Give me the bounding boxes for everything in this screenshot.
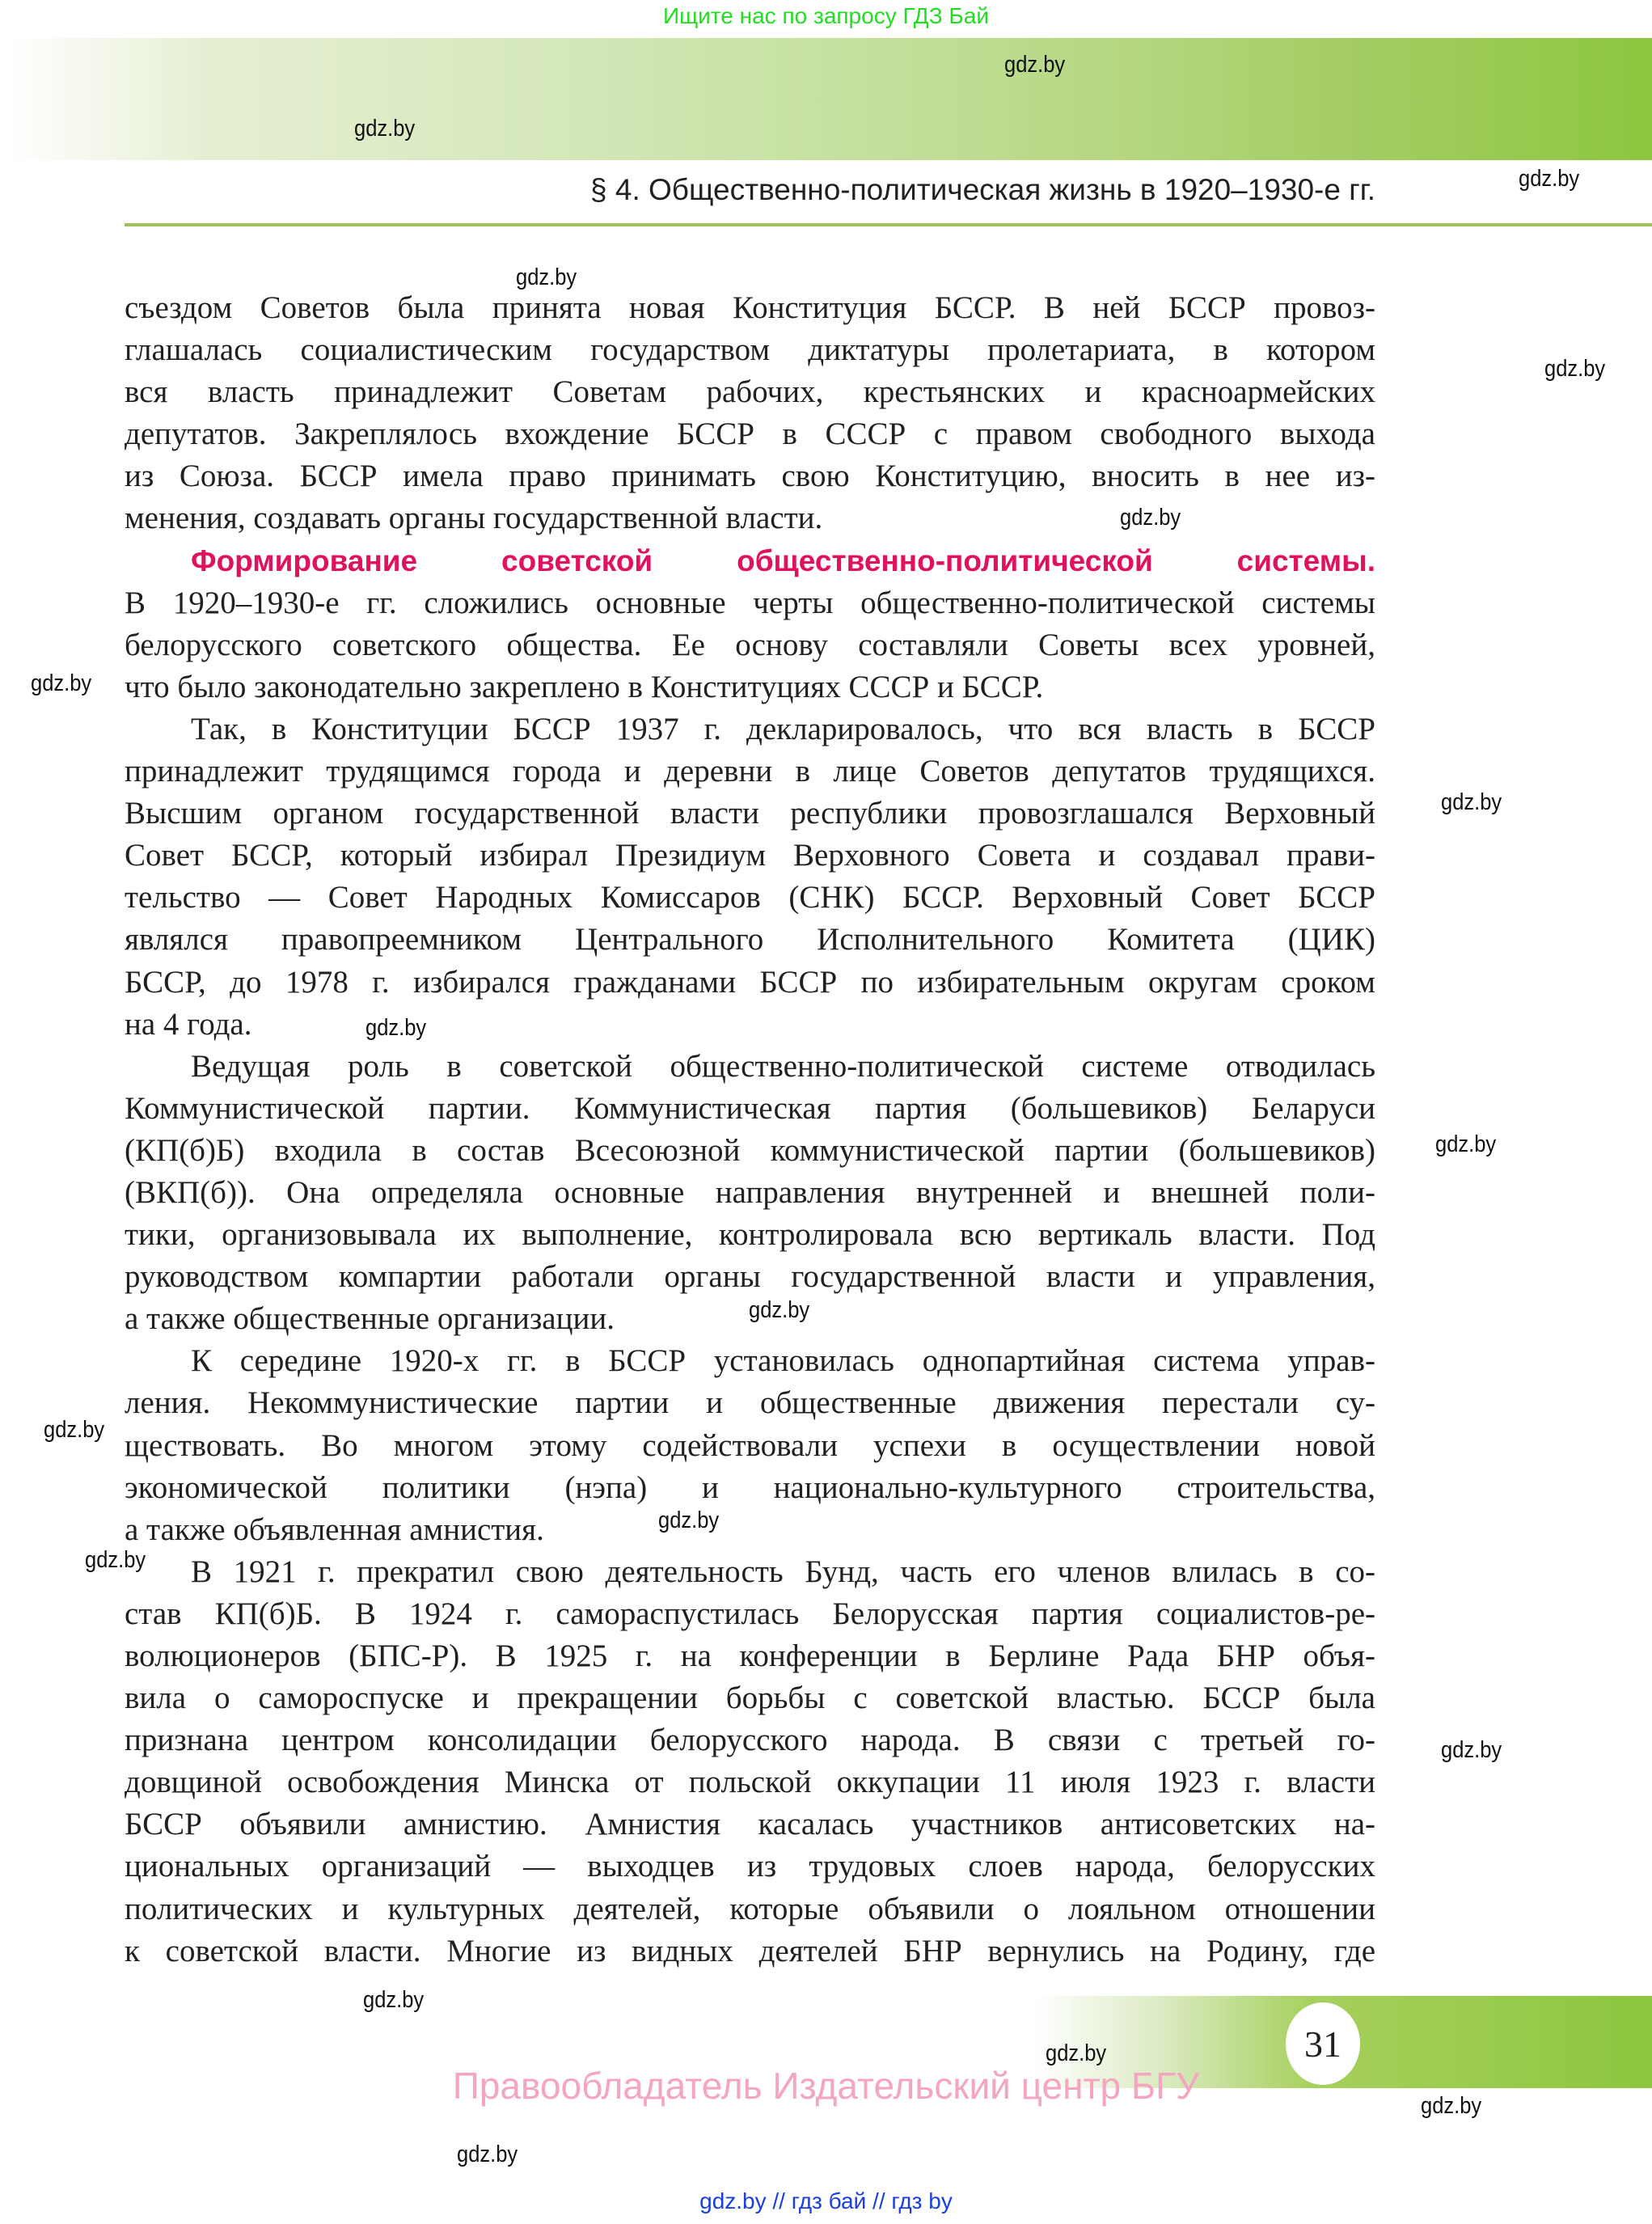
text-line: довщиной освобождения Минска от польской оккупации 11 июля 1923 г. власти	[125, 1765, 1375, 1800]
text-line: руководством компартии работали органы государственной власти и управления,	[125, 1259, 1375, 1295]
text-line: тики, организовывала их выполнение, контролировала всю вертикаль власти. Под	[125, 1217, 1375, 1253]
watermark: gdz.by	[354, 116, 416, 142]
chapter-title: § 4. Общественно-политическая жизнь в 1920–1930-е гг.	[590, 173, 1375, 206]
watermark: gdz.by	[1004, 52, 1066, 78]
text-line: белорусского советского общества. Ее основу составляли Советы всех уровней,	[125, 627, 1375, 662]
text-line: ления. Некоммунистические партии и общественные движения перестали су-	[125, 1385, 1375, 1421]
watermark: gdz.by	[658, 1507, 720, 1533]
watermark: gdz.by	[85, 1547, 146, 1573]
text-line: Коммунистической партии. Коммунистическая партия (большевиков) Беларуси	[125, 1090, 1375, 1126]
text-line: к советской власти. Многие из видных деятелей БНР вернулись на Родину, где	[125, 1933, 1375, 1968]
text-line: политических и культурных деятелей, которые объявили о лояльном отношении	[125, 1891, 1375, 1926]
header-divider	[125, 223, 1652, 226]
watermark: gdz.by	[1519, 166, 1580, 192]
watermark: gdz.by	[44, 1417, 105, 1443]
text-line: что было законодательно закреплено в Конституциях СССР и БССР.	[125, 669, 1044, 704]
text-line: К середине 1920-х гг. в БССР установилась однопартийная система управ-	[191, 1343, 1375, 1379]
text-line: а также общественные организации.	[125, 1301, 615, 1337]
text-line: В 1921 г. прекратил свою деятельность Бунд, часть его членов влилась в со-	[191, 1554, 1375, 1589]
text-line: из Союза. БССР имела право принимать свою Конституцию, вносить в нее из-	[125, 459, 1375, 494]
text-line: вила о самороспуске и прекращении борьбы с советской властью. БССР была	[125, 1681, 1375, 1716]
text-line: Совет БССР, который избирал Президиум Верховного Совета и создавал прави-	[125, 838, 1375, 873]
watermark: gdz.by	[457, 2142, 518, 2167]
text-line: волюционеров (БПС-Р). В 1925 г. на конференции в Берлине Рада БНР объя-	[125, 1638, 1375, 1673]
watermark: gdz.by	[516, 264, 577, 290]
header-band	[8, 38, 1652, 160]
text-line: циональных организаций — выходцев из трудовых слоев народа, белорусских	[125, 1849, 1375, 1884]
body-text	[125, 287, 1375, 1972]
watermark: gdz.by	[365, 1015, 427, 1041]
text-line: став КП(б)Б. В 1924 г. самораспустилась Белорусская партия социалистов-ре-	[125, 1596, 1375, 1631]
text-line: (КП(б)Б) входила в состав Всесоюзной коммунистической партии (большевиков)	[125, 1132, 1375, 1168]
text-line: тельство — Совет Народных Комиссаров (СНК) БССР. Верховный Совет БССР	[125, 880, 1375, 915]
watermark: gdz.by	[1544, 356, 1606, 382]
watermark: gdz.by	[1441, 789, 1502, 815]
text-line: признана центром консолидации белорусского народа. В связи с третьей го-	[125, 1723, 1375, 1758]
watermark: gdz.by	[1120, 505, 1181, 531]
text-line: В 1920–1930-е гг. сложились основные черты общественно-политической системы	[125, 585, 1375, 620]
text-line: Так, в Конституции БССР 1937 г. декларировалось, что вся власть в БССР	[191, 711, 1375, 746]
watermark: gdz.by	[1046, 2040, 1107, 2066]
search-hint: Ищите нас по запросу ГДЗ Бай	[662, 3, 990, 28]
text-line: а также объявленная амнистия.	[125, 1512, 544, 1547]
text-line: БССР, до 1978 г. избирался гражданами БССР по избирательным округам сроком	[125, 964, 1375, 1000]
watermark: gdz.by	[363, 1987, 425, 2013]
watermark: gdz.by	[749, 1297, 810, 1323]
text-line: Ведущая роль в советской общественно-политической системе отводилась	[191, 1048, 1375, 1084]
text-line: съездом Советов была принята новая Конституция БССР. В ней БССР провоз-	[125, 290, 1375, 325]
text-line: депутатов. Закреплялось вхождение БССР в СССР с правом свободного выхода	[125, 416, 1375, 452]
text-line: на 4 года.	[125, 1006, 252, 1042]
text-line: менения, создавать органы государственной власти.	[125, 501, 823, 536]
footer-links[interactable]: gdz.by // гдз бай // гдз by	[699, 2188, 953, 2213]
text-line: (ВКП(б)). Она определяла основные направления внутренней и внешней поли-	[125, 1174, 1375, 1210]
watermark: gdz.by	[1441, 1737, 1502, 1763]
text-line: глашалась социалистическим государством диктатуры пролетариата, в котором	[125, 332, 1375, 368]
text-line: являлся правопреемником Центрального Исполнительного Комитета (ЦИК)	[125, 922, 1375, 958]
text-line: Высшим органом государственной власти республики провозглашался Верховный	[125, 796, 1375, 831]
text-line: экономической политики (нэпа) и национально-культурного строительства,	[125, 1469, 1375, 1505]
section-heading: Формирование советской общественно-политической системы.	[191, 543, 1375, 577]
watermark: gdz.by	[1435, 1131, 1497, 1157]
watermark: gdz.by	[31, 670, 92, 696]
watermark: gdz.by	[1421, 2093, 1482, 2119]
text-line: ществовать. Во многом этому содействовали успехи в осуществлении новой	[125, 1427, 1375, 1463]
text-line: принадлежит трудящимся города и деревни в лице Советов депутатов трудящихся.	[125, 754, 1375, 789]
copyright-notice: Правообладатель Издательский центр БГУ	[452, 2065, 1200, 2107]
text-line: вся власть принадлежит Советам рабочих, крестьянских и красноармейских	[125, 374, 1375, 410]
page-number: 31	[1286, 2002, 1360, 2085]
text-line: БССР объявили амнистию. Амнистия касалась участников антисоветских на-	[125, 1807, 1375, 1842]
